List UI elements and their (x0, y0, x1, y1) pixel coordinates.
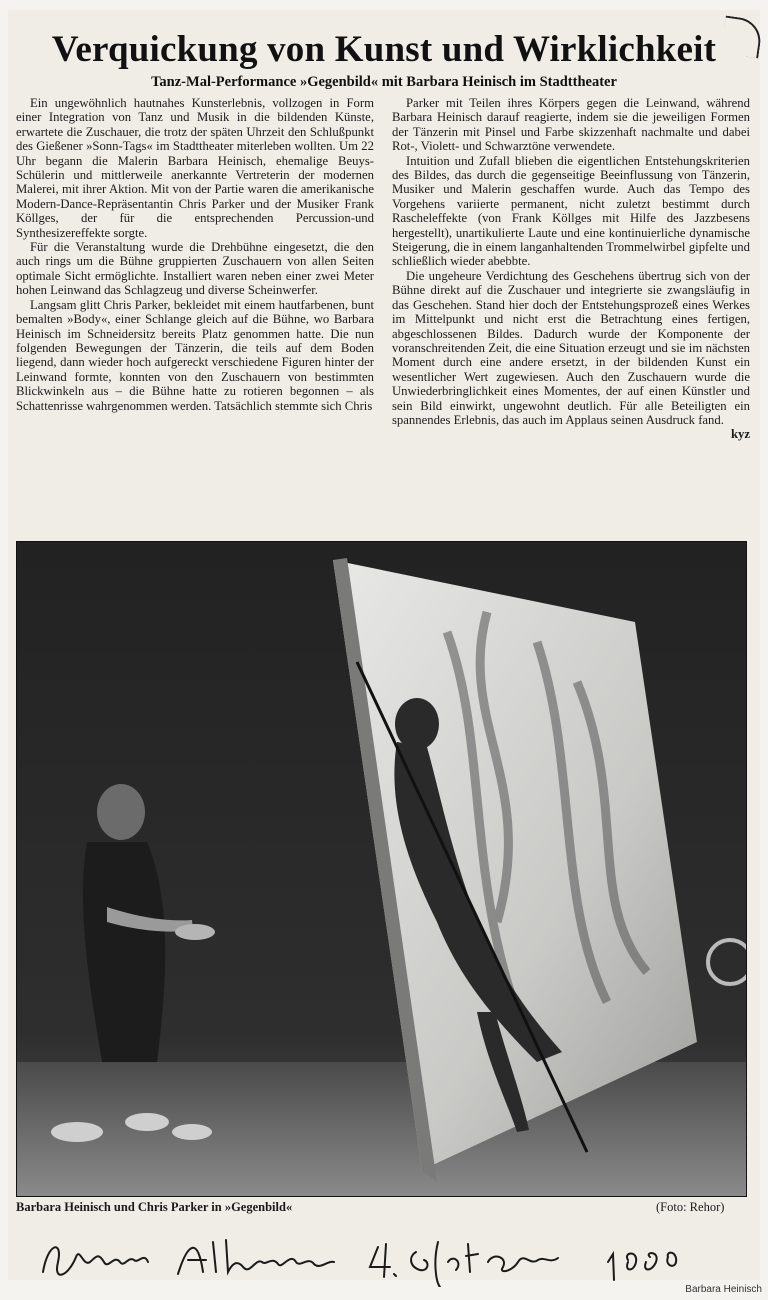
article-paragraph: Für die Veranstaltung wurde die Drehbühne eingesetzt, die den auch rings um die Bühne gruppierten Zuschauern von allen Seiten optimale Sicht ermöglichte. Installiert waren neben einer zwei Meter hohen Leinwand das Schlagzeug und diverse Scheinwerfer. (16, 240, 374, 298)
article-headline: Verquickung von Kunst und Wirklichkeit (51, 29, 717, 70)
artist-watermark: Barbara Heinisch (685, 1284, 762, 1295)
article-column-left (16, 96, 374, 541)
author-signature: kyz (730, 427, 750, 442)
performance-photo-illustration (17, 542, 746, 1196)
newspaper-clipping (8, 10, 760, 1280)
photo-caption: Barbara Heinisch und Chris Parker in »Gegenbild« (16, 1200, 293, 1214)
article-column-right (392, 96, 750, 541)
handwritten-source-note (38, 1232, 678, 1287)
article-paragraph: Parker mit Teilen ihres Körpers gegen die Leinwand, während Barbara Heinisch darauf reagierte, indem sie die jeweiligen Formen der Tänzerin mit Pinsel und Farbe skizzenhaft nachmalte und dabei Rot-, Violett- und Schwarztöne verwendete. (392, 96, 750, 154)
performance-photo (16, 541, 747, 1197)
article-paragraph-text: Die ungeheure Verdichtung des Geschehens übertrug sich von der Bühne direkt auf die Zuschauer und integrierte sie zwangsläufig in das Geschehen. Stand hier doch der Entstehungsprozeß eines Werkes im Mittelpunkt und nicht erst die Betrachtung eines fertigen, abgeschlossenen Bildes. Dadurch wurde der Komponente der voranschreitenden Zeit, die eine Situation erzeugt und sie im nächsten Moment durch eine andere ersetzt, in der bildenden Kunst ein wesentlicher Wert zugewiesen. Auch den Zuschauern wurde die Unwiederbringlichkeit eines Momentes, der auf einen Künstler und sein Bild einwirkt, ungewohnt deutlich. Für alle Beteiligten ein spannendes Erlebnis, das auch im Applaus seinen Ausdruck fand. (392, 268, 750, 427)
article-paragraph: Langsam glitt Chris Parker, bekleidet mit einem hautfarbenen, bunt bemalten »Body«, einer Schlange gleich auf die Bühne, wo Barbara Heinisch im Schneidersitz bereits Platz genommen hatte. Die nun folgenden Bewegungen der Tänzerin, die teils auf dem Boden liegend, dann wieder hoch aufgereckt verschiedene Figuren hinter der Leinwand formte, konnten von den Zuschauern von bestimmten Blickwinkeln aus – die Bühne hatte zu rotieren begonnen – als Schattenrisse wahrgenommen werden. Tatsächlich stemmte sich Chris (16, 297, 374, 413)
article-subheadline: Tanz-Mal-Performance »Gegenbild« mit Barbara Heinisch im Stadttheater (151, 74, 617, 90)
article-paragraph (392, 268, 750, 442)
stage-floor (17, 1062, 746, 1196)
article-paragraph: Ein ungewöhnlich hautnahes Kunsterlebnis, vollzogen in Form einer Integration von Tanz und Musik in die bildenden Künste, erwartete die Zuschauer, die trotz der späten Uhrzeit den Schlußpunkt des Gießener »Sonn-Tags« im Stadttheater miterleben wollten. Um 22 Uhr begann die Malerin Barbara Heinisch, ehemalige Beuys-Schülerin und mittlerweile anerkannte Vertreterin der modernen Malerei, mit ihrer Aktion. Mit von der Partie waren die amerikanische Modern-Dance-Repräsentantin Chris Parker und der Musiker Frank Köllges, der für die entsprechenden Percussion-und Synthesizereffekte sorgte. (16, 96, 374, 240)
photo-credit: (Foto: Rehor) (656, 1200, 725, 1214)
article-paragraph: Intuition und Zufall blieben die eigentlichen Entstehungskriterien des Bildes, das durch die gegenseitige Beeinflussung von Tänzerin, Musiker und Malerin geschaffen wurde. Auch das Tempo des Vorgehens variierte permanent, nicht zuletzt bestimmt durch Rascheleffekte (von Frank Köllges mit Hilfe des Jazzbesens hergestellt), unartikulierte Laute und eine kontinuierliche dynamische Steigerung, die in einem langanhaltenden Trommelwirbel gipfelte und schließlich wieder abebbte. (392, 153, 750, 269)
